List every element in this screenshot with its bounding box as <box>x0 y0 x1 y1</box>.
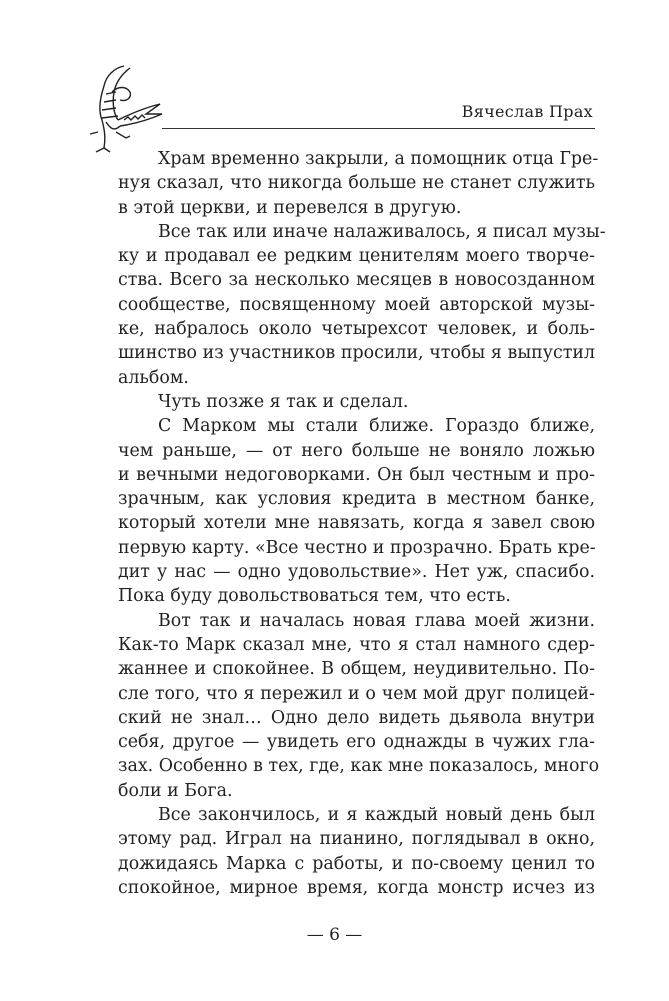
text-line: Чуть позже я так и сделал. <box>158 391 409 412</box>
text-line: первую карту. «Все честно и прозрачно. Брать кре- <box>118 537 596 558</box>
text-line: дожидаясь Марка с работы, и по-своему ценил то <box>118 853 595 874</box>
text-line: этому рад. Играл на пианино, поглядывал в окно, <box>118 829 595 850</box>
text-line: Все закончилось, и я каждый новый день был <box>158 805 595 826</box>
paragraph <box>118 803 595 900</box>
paragraph <box>118 414 595 608</box>
text-line: жаннее и спокойнее. В общем, неудивительно. По- <box>118 659 595 680</box>
text-line: Все так или иначе налаживалось, я писал музы- <box>158 221 606 242</box>
text-line: нуя сказал, что никогда больше не станет служить <box>118 173 595 194</box>
text-line: шинство из участников просили, чтобы я выпустил <box>118 343 595 364</box>
paragraph <box>118 390 595 414</box>
text-line: дит у нас — одно удовольствие». Нет уж, спасибо. <box>118 562 595 583</box>
text-line: Как-то Марк сказал мне, что я стал намного сдер- <box>118 634 595 655</box>
text-line: себя, другое — увидеть его однажды в чужих гла- <box>118 732 595 753</box>
paragraph <box>118 220 606 390</box>
text-line: сообществе, посвященному моей авторской музы- <box>118 294 595 315</box>
text-line: который хотели мне навязать, когда я завел свою <box>118 513 595 534</box>
text-line: в этой церкви, и перевелся в другую. <box>118 197 462 218</box>
text-line: спокойное, мирное время, когда монстр исчез из <box>118 877 595 898</box>
text-line: сле того, что я пережил и о чем мой друг полицей- <box>118 683 595 704</box>
paragraph <box>118 147 599 220</box>
text-line: ства. Всего за несколько месяцев в новосозданном <box>118 270 595 291</box>
page-number: — 6 — <box>306 925 363 945</box>
body-text <box>118 147 606 900</box>
text-line: боли и Бога. <box>118 780 233 801</box>
text-line: С Марком мы стали ближе. Гораздо ближе, <box>158 416 595 437</box>
text-line: Храм временно закрыли, а помощник отца Гре- <box>158 149 599 169</box>
text-line: зрачным, как условия кредита в местном банке, <box>118 489 595 510</box>
text-line: Вот так и началась новая глава моей жизни. <box>158 610 595 631</box>
text-line: Пока буду довольствоваться тем, что есть. <box>118 586 511 607</box>
paragraph <box>118 609 600 803</box>
text-line: ский не знал… Одно дело видеть дьявола внутри <box>118 707 595 728</box>
running-header-author: Вячеслав Прах <box>461 102 593 121</box>
text-line: и вечными недоговорками. Он был честным и про- <box>118 464 595 485</box>
header-rule <box>162 128 595 129</box>
text-line: зах. Особенно в тех, где, как мне показалось, много <box>118 756 600 777</box>
text-line: ке, набралось около четырехсот человек, и боль- <box>118 319 595 340</box>
text-line: чем раньше, — от него больше не воняло ложью <box>118 440 595 461</box>
text-line: альбом. <box>118 367 189 388</box>
text-line: ку и продавал ее редким ценителям моего творче- <box>118 246 595 267</box>
crocodile-emblem-icon <box>84 62 164 154</box>
